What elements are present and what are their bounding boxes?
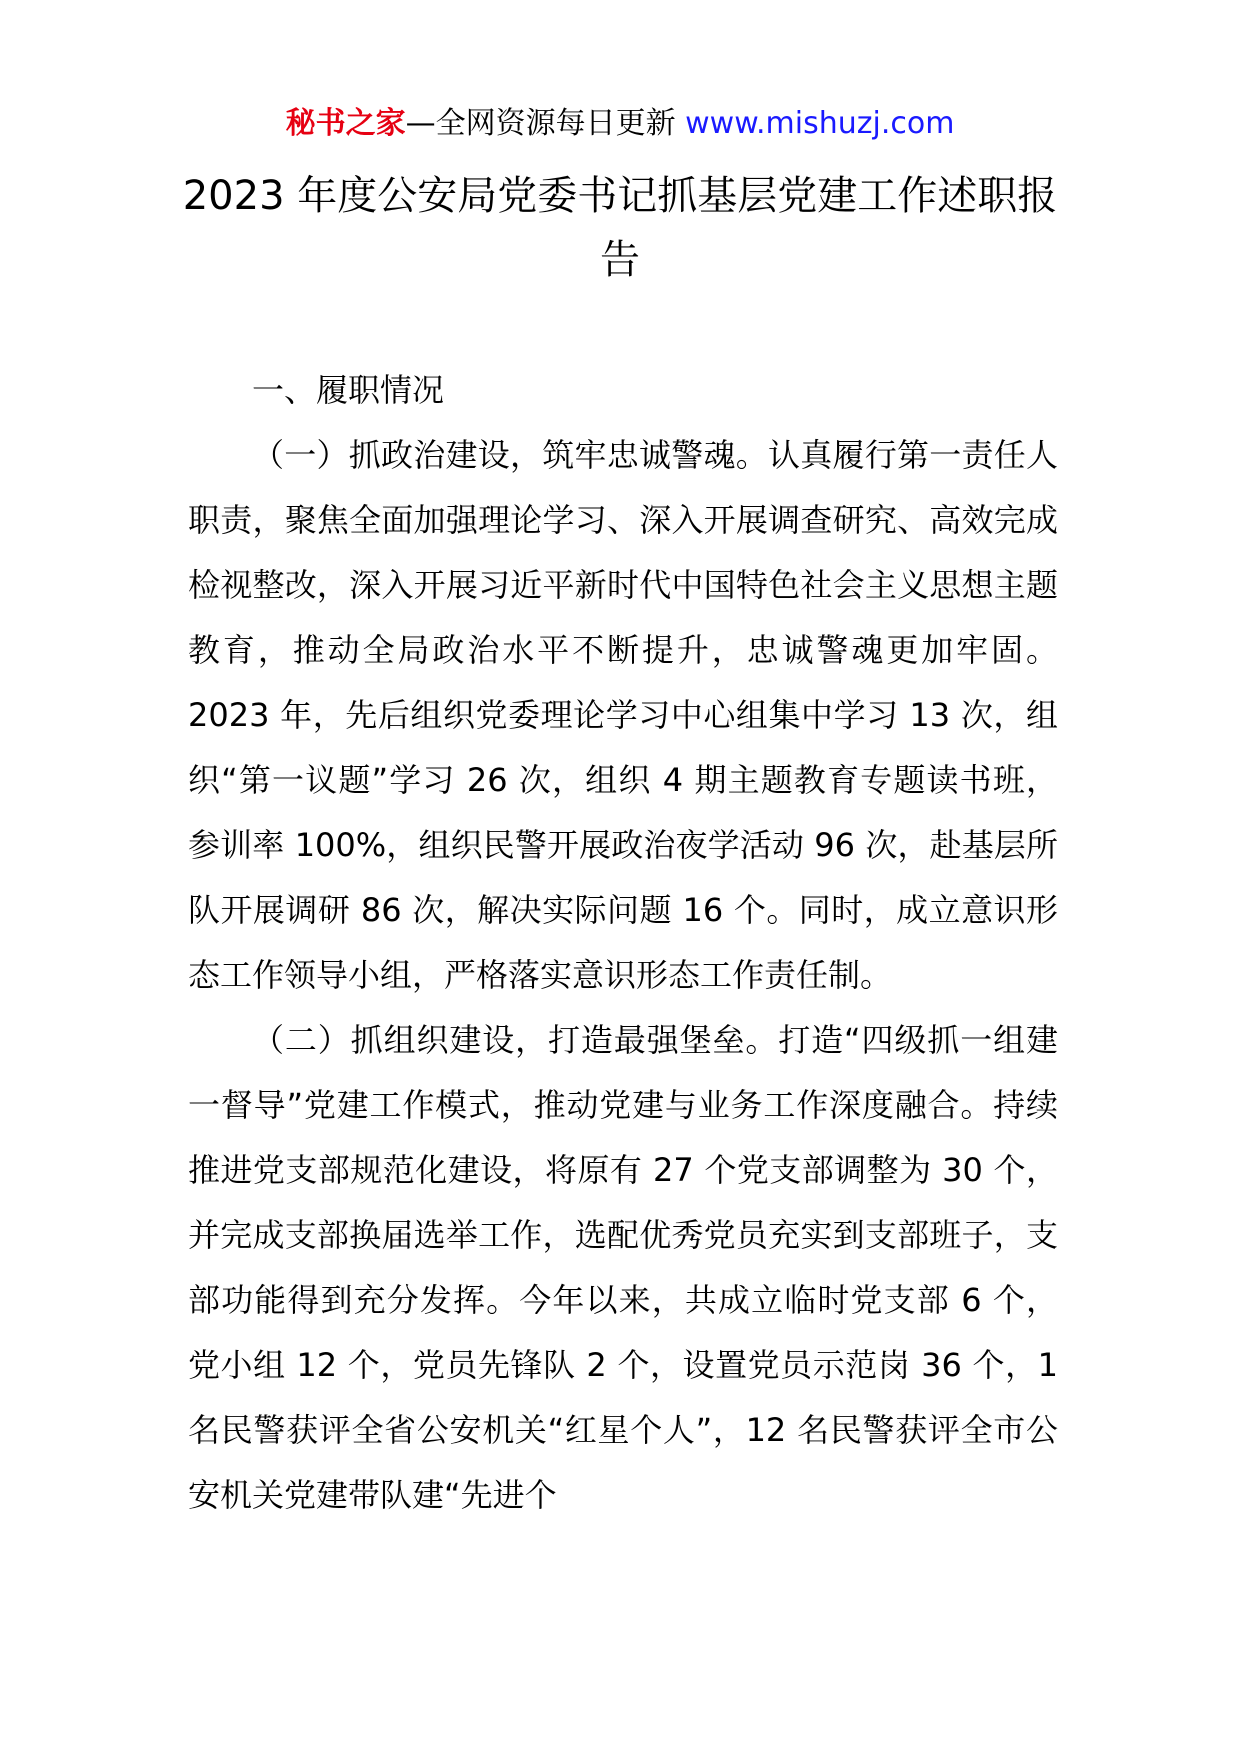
site-brand: 秘书之家	[285, 106, 406, 141]
site-url-link[interactable]: www.mishuzj.com	[685, 106, 955, 141]
document-body	[188, 358, 1058, 1528]
paragraph-organization-building: （二）抓组织建设，打造最强堡垒。打造“四级抓一组建一督导”党建工作模式，推动党建与业务工作深度融合。持续推进党支部规范化建设，将原有 27 个党支部调整为 30 个，并完成支部换届选举工作，选配优秀党员充实到支部班子，支部功能得到充分发挥。今年以来，共成立临时党支部 6 个，党小组 12 个，党员先锋队 2 个，设置党员示范岗 36 个，1 名民警获评全省公安机关“红星个人”，12 名民警获评全市公安机关党建带队建“先进个	[188, 1021, 1058, 1514]
document-title: 2023 年度公安局党委书记抓基层党建工作述职报告	[182, 173, 1058, 283]
site-header	[0, 104, 1240, 144]
site-tagline: —全网资源每日更新	[405, 106, 686, 141]
paragraph-political-building: （一）抓政治建设，筑牢忠诚警魂。认真履行第一责任人职责，聚焦全面加强理论学习、深入开展调查研究、高效完成检视整改，深入开展习近平新时代中国特色社会主义思想主题教育，推动全局政治水平不断提升，忠诚警魂更加牢固。2023 年，先后组织党委理论学习中心组集中学习 13 次，组织“第一议题”学习 26 次，组织 4 期主题教育专题读书班，参训率 100%，组织民警开展政治夜学活动 96 次，赴基层所队开展调研 86 次，解决实际问题 16 个。同时，成立意识形态工作领导小组，严格落实意识形态工作责任制。	[188, 436, 1058, 994]
section-heading: 一、履职情况	[252, 371, 445, 409]
